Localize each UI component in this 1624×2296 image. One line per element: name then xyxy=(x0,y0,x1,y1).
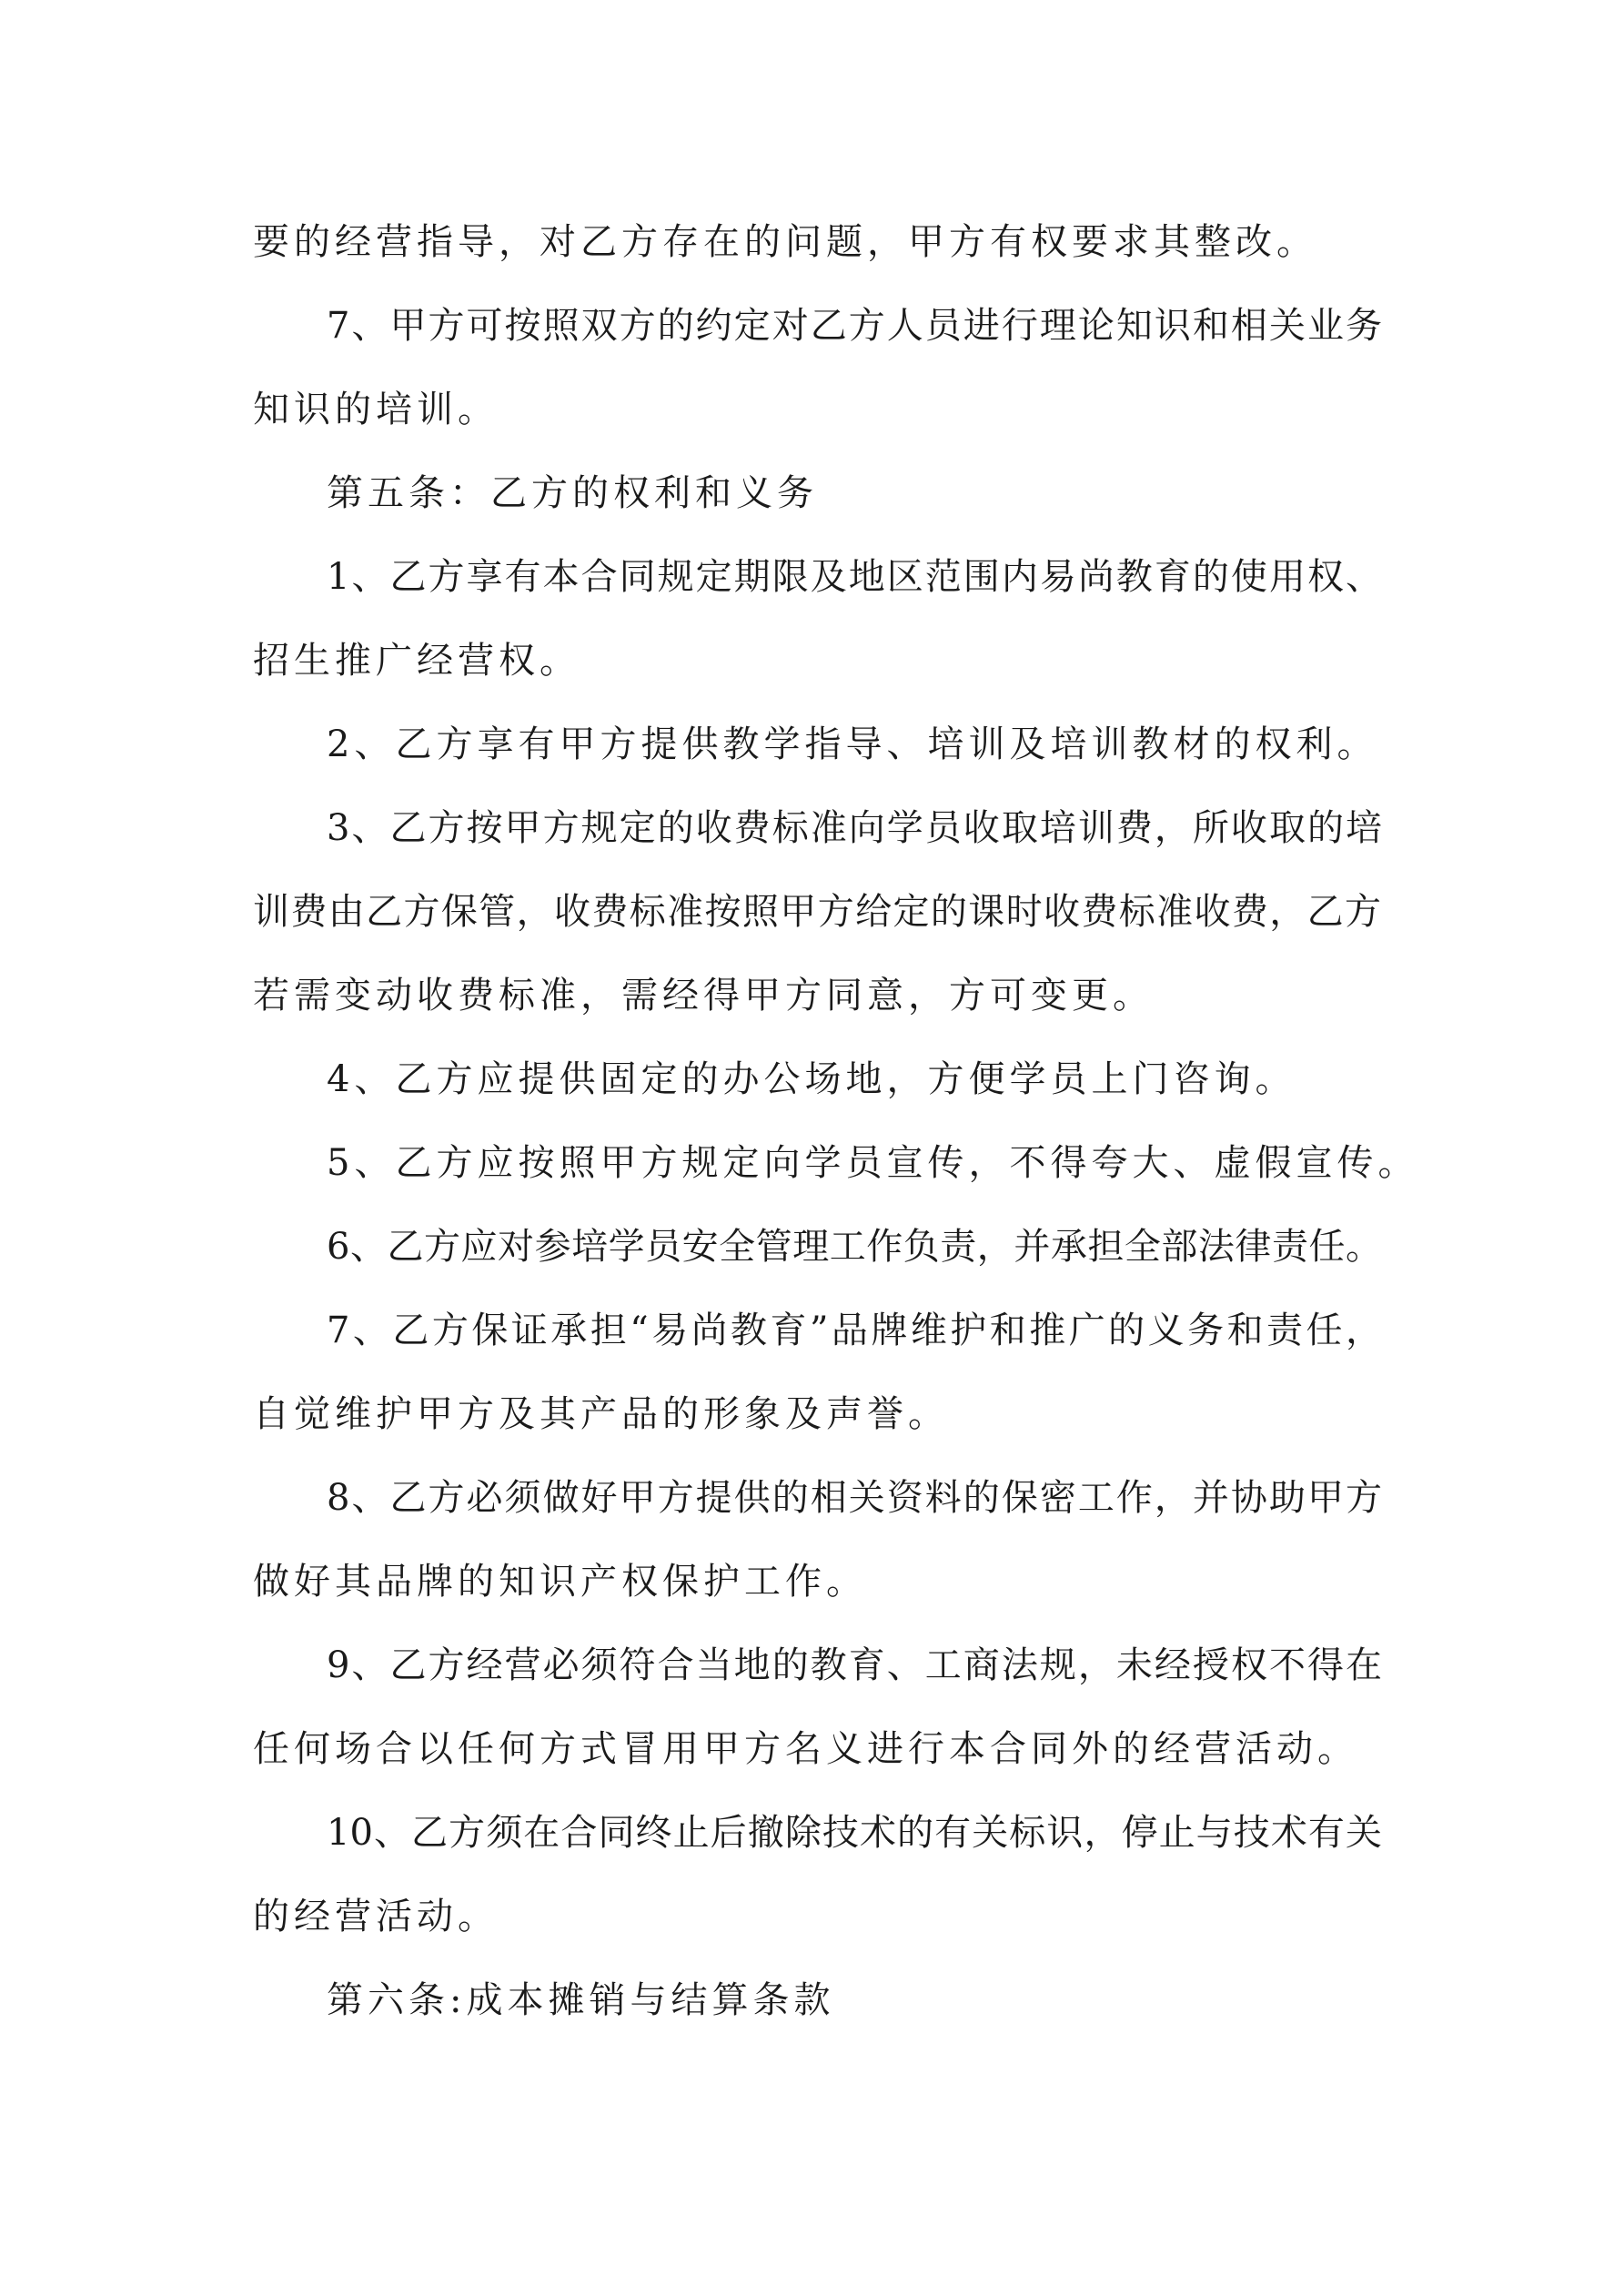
paragraph-line: 若需变动收费标准，需经得甲方同意，方可变更。 xyxy=(253,975,1154,1017)
paragraph-line: 5、乙方应按照甲方规定向学员宣传，不得夸大、虚假宣传。 xyxy=(327,1142,1419,1184)
paragraph-line: 要的经营指导，对乙方存在的问题，甲方有权要求其整改。 xyxy=(253,221,1317,263)
paragraph-line: 6、乙方应对参培学员安全管理工作负责，并承担全部法律责任。 xyxy=(327,1226,1382,1268)
paragraph-line: 2、乙方享有甲方提供教学指导、培训及培训教材的权利。 xyxy=(327,723,1378,765)
paragraph-line: 7、甲方可按照双方的约定对乙方人员进行理论知识和相关业务 xyxy=(327,305,1382,347)
paragraph-line: 的经营活动。 xyxy=(253,1896,499,1937)
paragraph-line: 招生推广经营权。 xyxy=(253,640,580,682)
paragraph-line: 做好其品牌的知识产权保护工作。 xyxy=(253,1561,867,1603)
paragraph-line: 任何场合以任何方式冒用甲方名义进行本合同外的经营活动。 xyxy=(253,1728,1358,1770)
paragraph-line: 自觉维护甲方及其产品的形象及声誉。 xyxy=(253,1393,949,1435)
paragraph-line: 8、乙方必须做好甲方提供的相关资料的保密工作，并协助甲方 xyxy=(327,1477,1382,1519)
paragraph-line: 训费由乙方保管，收费标准按照甲方给定的课时收费标准收费，乙方 xyxy=(253,891,1381,933)
section-heading: 第五条：乙方的权利和义务 xyxy=(327,472,818,514)
paragraph-line: 1、乙方享有本合同规定期限及地区范围内易尚教育的使用权、 xyxy=(327,556,1382,598)
section-heading: 第六条:成本摊销与结算条款 xyxy=(327,1979,835,2021)
paragraph-line: 9、乙方经营必须符合当地的教育、工商法规，未经授权不得在 xyxy=(327,1644,1382,1686)
paragraph-line: 7、乙方保证承担“易尚教育”品牌维护和推广的义务和责任， xyxy=(327,1310,1382,1351)
paragraph-line: 知识的培训。 xyxy=(253,389,499,430)
paragraph-line: 3、乙方按甲方规定的收费标准向学员收取培训费，所收取的培 xyxy=(327,807,1382,849)
paragraph-line: 10、乙方须在合同终止后撤除技术的有关标识，停止与技术有关 xyxy=(327,1812,1382,1854)
paragraph-line: 4、乙方应提供固定的办公场地，方便学员上门咨询。 xyxy=(327,1058,1296,1100)
